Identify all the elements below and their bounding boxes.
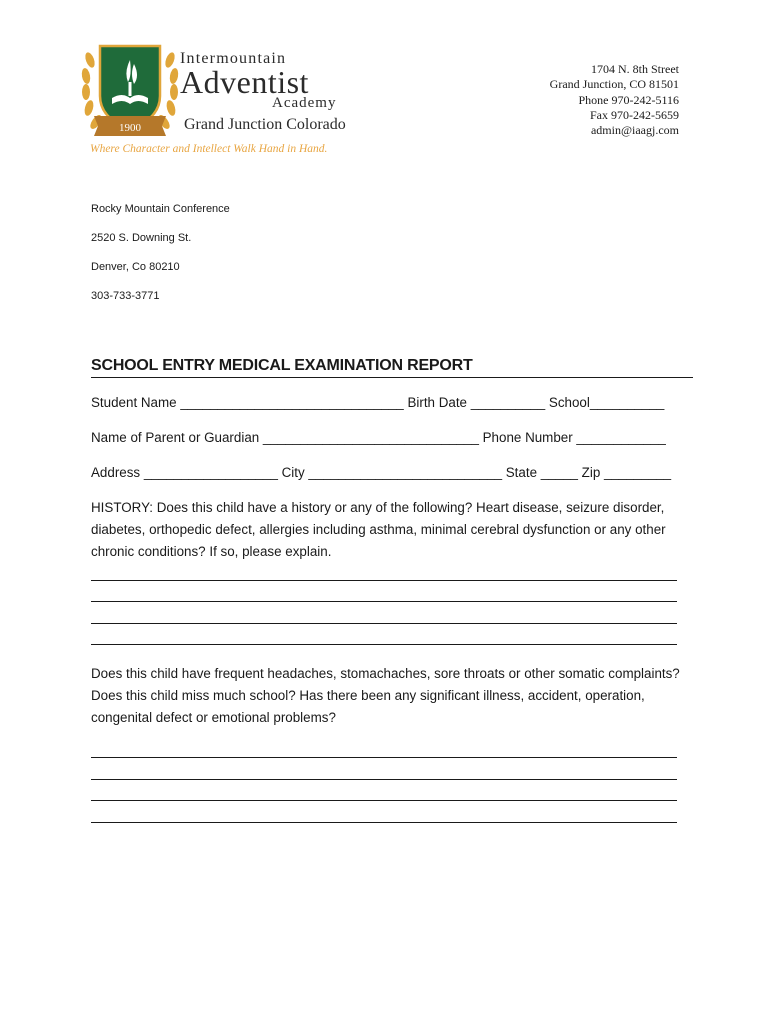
history-question: HISTORY: Does this child have a history or any of the following? Heart disease, seizure disorder, diabetes, orthopedic defect, allergies including asthma, minimal cerebral dysfunction or any other chronic conditions? If so, please explain. xyxy=(91,500,666,559)
form-title: SCHOOL ENTRY MEDICAL EXAMINATION REPORT xyxy=(91,357,473,374)
complaints-answer-line[interactable] xyxy=(91,822,677,823)
complaints-answer-line[interactable] xyxy=(91,779,677,780)
address-fax: Fax 970-242-5659 xyxy=(590,107,679,122)
conference-name: Rocky Mountain Conference xyxy=(91,203,230,215)
title-underline xyxy=(91,377,693,378)
history-answer-line[interactable] xyxy=(91,580,677,581)
complaints-question: Does this child have frequent headaches, stomachaches, sore throats or other somatic complaints? Does this child miss much school? Has there been any significant illness, accident, operation, congenital defect or emotional problems? xyxy=(91,666,680,725)
history-answer-line[interactable] xyxy=(91,644,677,645)
guardian-info-line[interactable]: Name of Parent or Guardian _____________________________ Phone Number ____________ xyxy=(91,430,666,445)
logo-line-2: Adventist xyxy=(180,64,309,100)
address-street: 1704 N. 8th Street xyxy=(591,62,679,76)
complaints-answer-line[interactable] xyxy=(91,800,677,801)
conference-street: 2520 S. Downing St. xyxy=(91,232,192,244)
address-phone: Phone 970-242-5116 xyxy=(578,92,679,107)
conference-city: Denver, Co 80210 xyxy=(91,261,180,273)
logo-tagline: Where Character and Intellect Walk Hand in Hand. xyxy=(90,143,328,155)
school-address xyxy=(550,62,679,138)
student-info-line[interactable]: Student Name ______________________________ Birth Date __________ School__________ xyxy=(91,395,665,410)
logo-year: 1900 xyxy=(119,122,141,134)
logo-line-1: Intermountain xyxy=(180,50,287,67)
address-email[interactable]: admin@iaagj.com xyxy=(590,123,679,138)
address-info-line[interactable]: Address __________________ City __________________________ State _____ Zip _________ xyxy=(91,465,672,480)
logo-line-4: Grand Junction Colorado xyxy=(184,116,346,133)
complaints-answer-line[interactable] xyxy=(91,757,677,758)
history-answer-line[interactable] xyxy=(91,623,677,624)
school-crest-icon xyxy=(80,40,180,140)
history-answer-line[interactable] xyxy=(91,601,677,602)
logo-line-3: Academy xyxy=(272,95,337,111)
address-city: Grand Junction, CO 81501 xyxy=(549,77,679,92)
conference-phone: 303-733-3771 xyxy=(91,290,160,302)
school-logo xyxy=(80,40,370,140)
